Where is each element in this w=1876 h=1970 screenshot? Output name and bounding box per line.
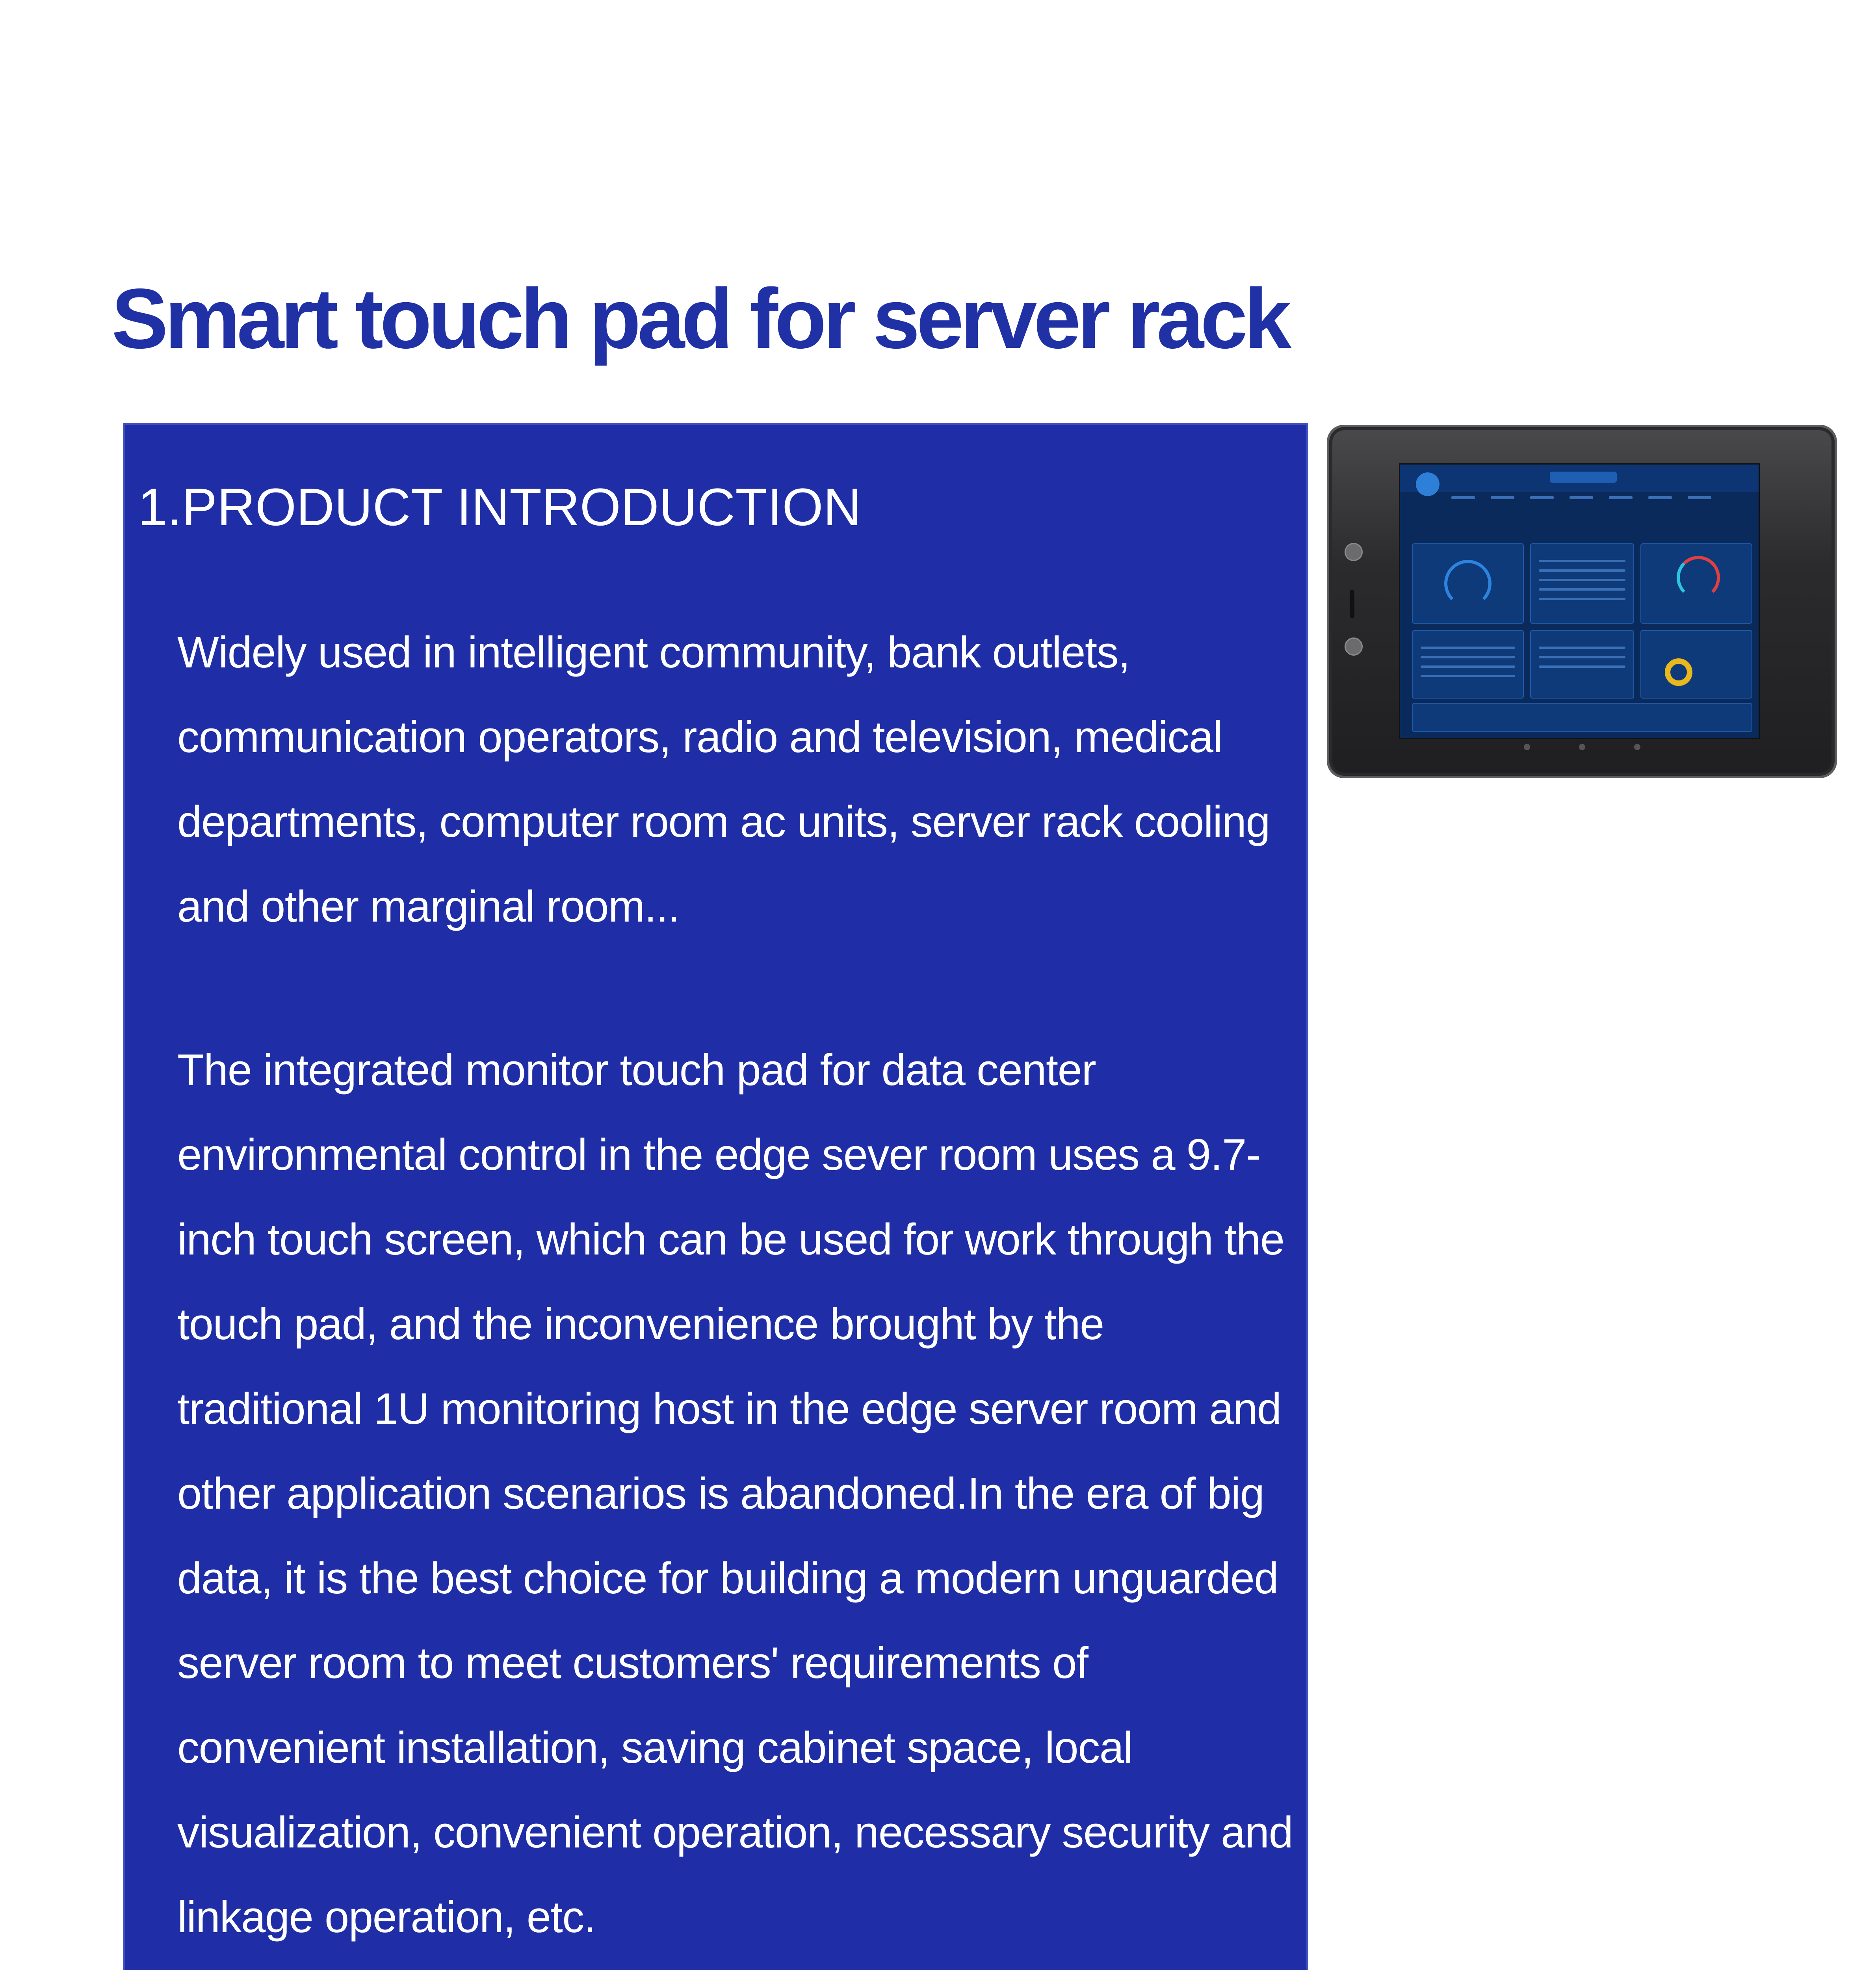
device-side-button [1345,543,1363,561]
screen-card [1412,630,1524,699]
page-title: Smart touch pad for server rack [111,271,1288,366]
intro-paragraph-1: Widely used in intelligent community, bank outlets, communication operators, radio and television, medical departments, computer room ac units, server rack cooling and other marginal room... [177,628,1270,931]
screen-title-pill [1550,472,1617,483]
screen-card [1640,543,1752,624]
screen-card [1412,703,1752,732]
screen-logo-icon [1416,472,1440,496]
intro-paragraph-2: The integrated monitor touch pad for data center environmental control in the edge sever room uses a 9.7-inch touch screen, which can be used for work through the touch pad, and the inconvenience brought by the traditional 1U monitoring host in the edge server room and other application scenarios is abandoned.In the era of big data, it is the best choice for building a modern unguarded server room to meet customers' requirements of convenient installation, saving cabinet space, local visualization, convenient operation, necessary security and linkage operation, etc. [177,1045,1293,1942]
nav-menu-icon [1634,744,1640,750]
device-screen [1399,463,1760,739]
section-heading: 1.PRODUCT INTRODUCTION [138,478,862,537]
nav-back-icon [1524,744,1530,750]
screen-card [1530,543,1634,624]
screen-topbar [1400,465,1759,492]
nav-home-icon [1579,744,1585,750]
device-side-button [1345,637,1363,656]
gauge-icon [1677,556,1720,599]
product-introduction-panel [123,423,1308,1970]
screen-card [1412,543,1524,624]
gauge-icon [1444,560,1492,607]
screen-card [1640,630,1752,699]
screen-tabs [1451,496,1743,502]
donut-chart-icon [1665,658,1692,686]
touch-pad-device-image [1327,425,1837,778]
screen-card [1530,630,1634,699]
device-side-slot [1350,590,1354,618]
